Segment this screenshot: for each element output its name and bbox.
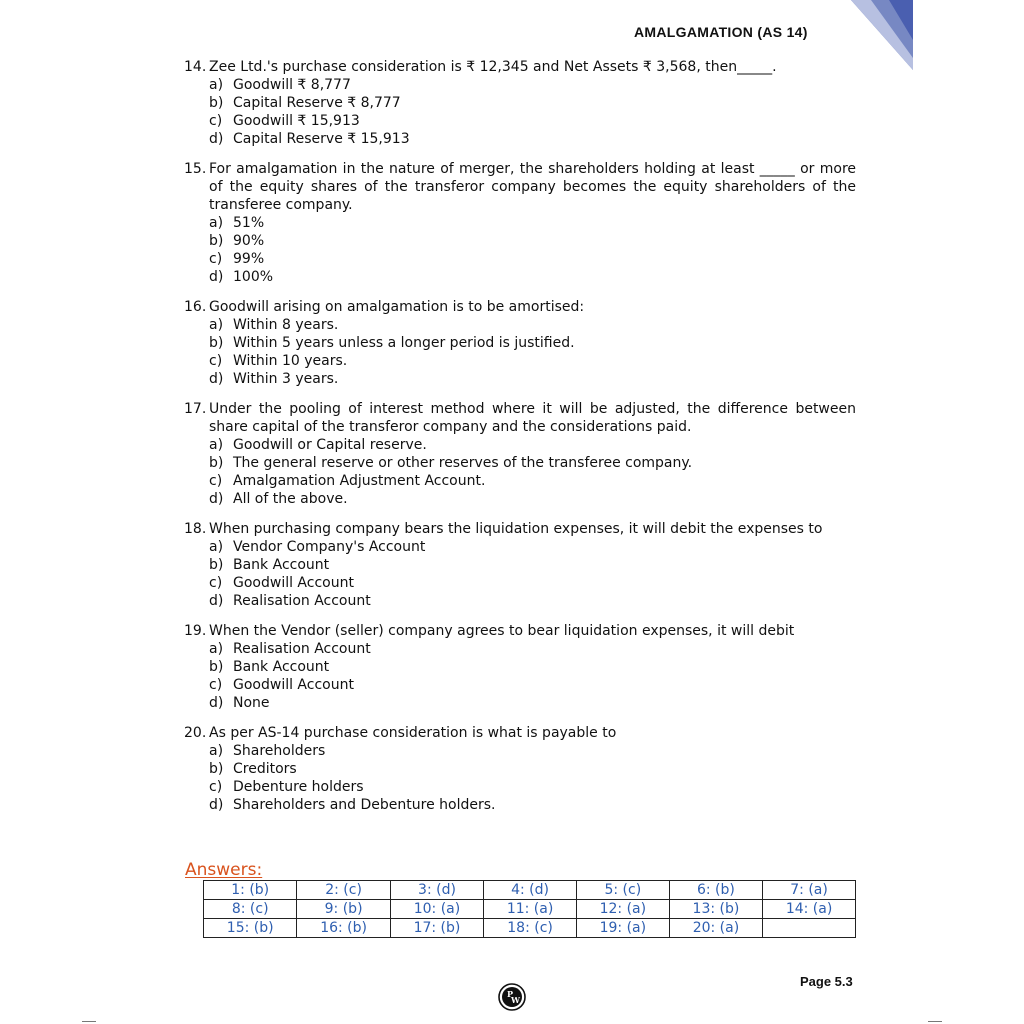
option-letter: b) bbox=[209, 95, 224, 111]
svg-text:P: P bbox=[507, 989, 514, 999]
question-line bbox=[184, 58, 856, 76]
option-letter: a) bbox=[209, 437, 224, 453]
question-item bbox=[184, 724, 856, 814]
option-text: Goodwill ₹ 8,777 bbox=[233, 77, 351, 93]
answer-option bbox=[184, 778, 856, 796]
option-letter: c) bbox=[209, 779, 223, 795]
question-line bbox=[184, 622, 856, 640]
answer-option bbox=[184, 640, 856, 658]
question-text: Goodwill arising on amalgamation is to be amortised: bbox=[209, 299, 585, 315]
answer-cell: 4: (d) bbox=[484, 881, 577, 900]
answer-cell: 17: (b) bbox=[390, 919, 483, 938]
option-letter: c) bbox=[209, 251, 223, 267]
question-number: 15. bbox=[184, 161, 207, 177]
option-letter: d) bbox=[209, 131, 224, 147]
answer-option bbox=[184, 592, 856, 610]
question-line bbox=[184, 160, 856, 214]
answer-option bbox=[184, 454, 856, 472]
option-letter: d) bbox=[209, 695, 224, 711]
svg-text:W: W bbox=[511, 995, 520, 1005]
answer-option bbox=[184, 556, 856, 574]
answer-option bbox=[184, 694, 856, 712]
option-letter: c) bbox=[209, 113, 223, 129]
answer-option bbox=[184, 796, 856, 814]
option-letter: a) bbox=[209, 743, 224, 759]
answer-option bbox=[184, 268, 856, 286]
option-text: 100% bbox=[233, 269, 274, 285]
answers-table bbox=[203, 880, 856, 938]
answer-cell: 7: (a) bbox=[763, 881, 856, 900]
answer-option bbox=[184, 76, 856, 94]
answer-cell: 3: (d) bbox=[390, 881, 483, 900]
option-text: Goodwill Account bbox=[233, 575, 354, 591]
option-letter: c) bbox=[209, 353, 223, 369]
answer-option bbox=[184, 250, 856, 268]
answer-option bbox=[184, 352, 856, 370]
question-number: 19. bbox=[184, 623, 207, 639]
answer-cell: 15: (b) bbox=[204, 919, 297, 938]
option-letter: a) bbox=[209, 77, 224, 93]
question-number: 16. bbox=[184, 299, 207, 315]
pw-logo-icon bbox=[498, 983, 526, 1011]
answer-option bbox=[184, 658, 856, 676]
question-item bbox=[184, 160, 856, 286]
option-text: Amalgamation Adjustment Account. bbox=[233, 473, 486, 489]
question-number: 18. bbox=[184, 521, 207, 537]
answer-option bbox=[184, 742, 856, 760]
option-text: Within 8 years. bbox=[233, 317, 339, 333]
option-letter: d) bbox=[209, 269, 224, 285]
question-line bbox=[184, 520, 856, 538]
answer-cell: 19: (a) bbox=[576, 919, 669, 938]
question-item bbox=[184, 58, 856, 148]
question-line bbox=[184, 298, 856, 316]
answer-cell: 8: (c) bbox=[204, 900, 297, 919]
question-text: As per AS-14 purchase consideration is what is payable to bbox=[209, 725, 617, 741]
option-text: Within 10 years. bbox=[233, 353, 348, 369]
option-text: Goodwill or Capital reserve. bbox=[233, 437, 427, 453]
option-text: 99% bbox=[233, 251, 265, 267]
option-letter: b) bbox=[209, 761, 224, 777]
question-item bbox=[184, 298, 856, 388]
question-number: 20. bbox=[184, 725, 207, 741]
question-line bbox=[184, 724, 856, 742]
answer-cell: 11: (a) bbox=[484, 900, 577, 919]
option-text: Goodwill ₹ 15,913 bbox=[233, 113, 360, 129]
option-letter: b) bbox=[209, 233, 224, 249]
option-text: Bank Account bbox=[233, 659, 330, 675]
answer-cell: 10: (a) bbox=[390, 900, 483, 919]
option-letter: c) bbox=[209, 575, 223, 591]
option-letter: d) bbox=[209, 371, 224, 387]
crop-mark-right bbox=[928, 1021, 942, 1022]
option-letter: d) bbox=[209, 491, 224, 507]
answer-option bbox=[184, 316, 856, 334]
option-letter: b) bbox=[209, 455, 224, 471]
option-text: Shareholders and Debenture holders. bbox=[233, 797, 496, 813]
answer-option bbox=[184, 472, 856, 490]
answer-option bbox=[184, 232, 856, 250]
answer-cell: 1: (b) bbox=[204, 881, 297, 900]
question-text: When purchasing company bears the liquidation expenses, it will debit the expenses to bbox=[209, 521, 823, 537]
answer-cell: 14: (a) bbox=[763, 900, 856, 919]
answer-cell: 2: (c) bbox=[297, 881, 390, 900]
option-text: Goodwill Account bbox=[233, 677, 354, 693]
question-item bbox=[184, 622, 856, 712]
question-number: 17. bbox=[184, 401, 207, 417]
answer-cell: 16: (b) bbox=[297, 919, 390, 938]
crop-mark-left bbox=[82, 1021, 96, 1022]
option-text: 51% bbox=[233, 215, 265, 231]
answer-option bbox=[184, 112, 856, 130]
answer-option bbox=[184, 334, 856, 352]
option-text: All of the above. bbox=[233, 491, 348, 507]
option-letter: d) bbox=[209, 797, 224, 813]
corner-decoration-icon bbox=[851, 0, 913, 70]
answer-cell: 12: (a) bbox=[576, 900, 669, 919]
answer-option bbox=[184, 436, 856, 454]
question-item bbox=[184, 520, 856, 610]
question-text: When the Vendor (seller) company agrees to bear liquidation expenses, it will debit bbox=[209, 623, 795, 639]
option-letter: b) bbox=[209, 335, 224, 351]
option-text: Capital Reserve ₹ 8,777 bbox=[233, 95, 401, 111]
answers-heading: Answers: bbox=[185, 860, 263, 880]
answer-cell: 6: (b) bbox=[669, 881, 762, 900]
question-line bbox=[184, 400, 856, 436]
answers-row bbox=[204, 881, 856, 900]
question-text: Zee Ltd.'s purchase consideration is ₹ 12,345 and Net Assets ₹ 3,568, then_____. bbox=[209, 59, 777, 75]
question-item bbox=[184, 400, 856, 508]
option-letter: c) bbox=[209, 473, 223, 489]
answer-cell: 20: (a) bbox=[669, 919, 762, 938]
answer-cell bbox=[763, 919, 856, 938]
answer-option bbox=[184, 94, 856, 112]
question-text: Under the pooling of interest method where it will be adjusted, the difference between share capital of the transferor company and the considerations paid. bbox=[209, 401, 856, 435]
option-text: The general reserve or other reserves of the transferee company. bbox=[233, 455, 693, 471]
option-letter: a) bbox=[209, 215, 224, 231]
answer-option bbox=[184, 574, 856, 592]
answer-option bbox=[184, 370, 856, 388]
answer-option bbox=[184, 676, 856, 694]
answer-option bbox=[184, 490, 856, 508]
answer-option bbox=[184, 130, 856, 148]
answer-cell: 5: (c) bbox=[576, 881, 669, 900]
option-text: Shareholders bbox=[233, 743, 326, 759]
answer-cell: 18: (c) bbox=[484, 919, 577, 938]
option-letter: a) bbox=[209, 641, 224, 657]
answers-row bbox=[204, 919, 856, 938]
answer-cell: 13: (b) bbox=[669, 900, 762, 919]
answer-option bbox=[184, 538, 856, 556]
question-text: For amalgamation in the nature of merger, the shareholders holding at least _____ or more of the equity shares of the transferor company becomes the equity shareholders of the transferee company. bbox=[209, 161, 856, 213]
option-letter: a) bbox=[209, 539, 224, 555]
option-text: Bank Account bbox=[233, 557, 330, 573]
answer-option bbox=[184, 214, 856, 232]
option-text: Vendor Company's Account bbox=[233, 539, 426, 555]
answer-option bbox=[184, 760, 856, 778]
option-text: Realisation Account bbox=[233, 641, 371, 657]
page-header-title: AMALGAMATION (AS 14) bbox=[634, 24, 808, 40]
option-text: Realisation Account bbox=[233, 593, 371, 609]
option-letter: b) bbox=[209, 557, 224, 573]
option-text: Creditors bbox=[233, 761, 297, 777]
question-number: 14. bbox=[184, 59, 207, 75]
option-letter: b) bbox=[209, 659, 224, 675]
option-text: Within 3 years. bbox=[233, 371, 339, 387]
option-text: None bbox=[233, 695, 270, 711]
option-text: Within 5 years unless a longer period is justified. bbox=[233, 335, 575, 351]
page-number: Page 5.3 bbox=[800, 974, 853, 989]
option-text: 90% bbox=[233, 233, 265, 249]
option-letter: d) bbox=[209, 593, 224, 609]
option-text: Debenture holders bbox=[233, 779, 364, 795]
option-text: Capital Reserve ₹ 15,913 bbox=[233, 131, 410, 147]
question-list bbox=[184, 58, 856, 826]
answer-cell: 9: (b) bbox=[297, 900, 390, 919]
option-letter: a) bbox=[209, 317, 224, 333]
option-letter: c) bbox=[209, 677, 223, 693]
answers-row bbox=[204, 900, 856, 919]
